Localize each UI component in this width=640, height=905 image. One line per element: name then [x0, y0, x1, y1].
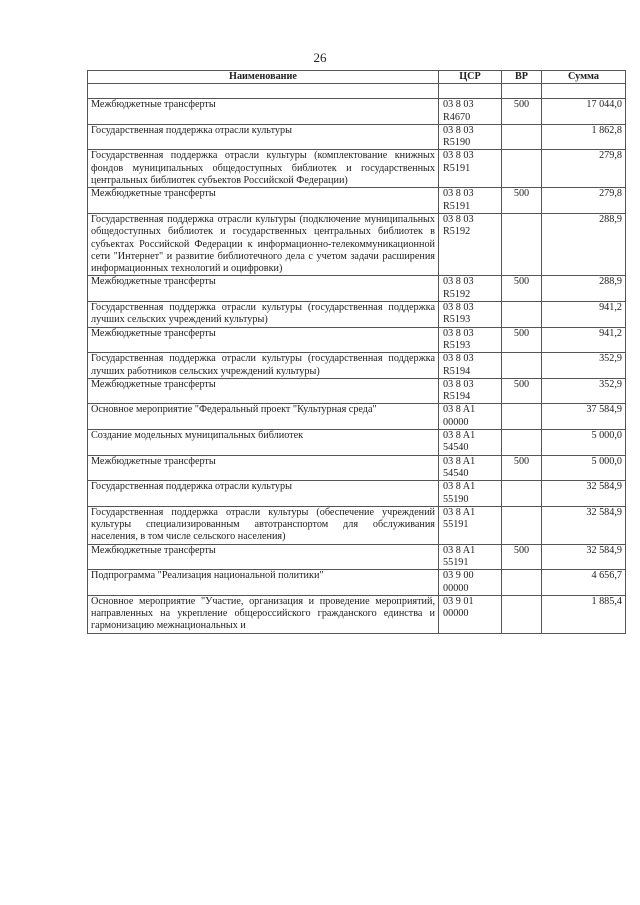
table-row [88, 570, 626, 596]
table-row [88, 506, 626, 544]
name-cell: Государственная поддержка отрасли культуры (государственная поддержка лучших работников сельских учреждений культуры) [88, 353, 439, 379]
vr-cell [502, 302, 542, 328]
name-cell: Межбюджетные трансферты [88, 188, 439, 214]
header-sum: Сумма [542, 71, 626, 84]
name-cell: Межбюджетные трансферты [88, 327, 439, 353]
table-row [88, 595, 626, 633]
table-row [88, 327, 626, 353]
sum-cell: 279,8 [542, 150, 626, 188]
name-cell: Межбюджетные трансферты [88, 455, 439, 481]
sum-cell: 279,8 [542, 188, 626, 214]
csr-cell: 03 8 03 R5193 [439, 302, 502, 328]
table-row [88, 378, 626, 404]
csr-cell: 03 8 A1 55191 [439, 544, 502, 570]
sum-cell: 941,2 [542, 302, 626, 328]
csr-cell: 03 9 01 00000 [439, 595, 502, 633]
name-cell: Государственная поддержка отрасли культуры (обеспечение учреждений культуры специализированным автотранспортом для обслуживания населения, в том числе сельского населения) [88, 506, 439, 544]
name-cell: Межбюджетные трансферты [88, 544, 439, 570]
sum-cell: 1 862,8 [542, 124, 626, 150]
header-csr: ЦСР [439, 71, 502, 84]
vr-cell: 500 [502, 327, 542, 353]
csr-cell: 03 8 03 R5192 [439, 276, 502, 302]
csr-cell: 03 8 03 R5190 [439, 124, 502, 150]
vr-cell [502, 353, 542, 379]
csr-cell: 03 8 03 R5191 [439, 188, 502, 214]
header-vr: ВР [502, 71, 542, 84]
sum-cell: 352,9 [542, 353, 626, 379]
csr-cell: 03 8 03 R5191 [439, 150, 502, 188]
table-row [88, 455, 626, 481]
csr-cell: 03 8 03 R5194 [439, 378, 502, 404]
sum-cell: 32 584,9 [542, 481, 626, 507]
sum-cell: 352,9 [542, 378, 626, 404]
sum-cell: 1 885,4 [542, 595, 626, 633]
vr-cell: 500 [502, 99, 542, 125]
vr-cell: 500 [502, 378, 542, 404]
table-header-row [88, 71, 626, 84]
name-cell: Межбюджетные трансферты [88, 378, 439, 404]
csr-cell: 03 8 03 R4670 [439, 99, 502, 125]
csr-cell: 03 8 A1 55190 [439, 481, 502, 507]
vr-cell [502, 404, 542, 430]
table-row [88, 276, 626, 302]
sum-cell: 288,9 [542, 276, 626, 302]
table-row [88, 353, 626, 379]
csr-cell: 03 8 03 R5192 [439, 213, 502, 275]
vr-cell [502, 481, 542, 507]
sum-cell: 32 584,9 [542, 506, 626, 544]
table-row [88, 188, 626, 214]
table-row [88, 404, 626, 430]
name-cell: Государственная поддержка отрасли культуры (государственная поддержка лучших сельских учреждений культуры) [88, 302, 439, 328]
vr-cell [502, 124, 542, 150]
name-cell: Государственная поддержка отрасли культуры [88, 124, 439, 150]
name-cell: Подпрограмма "Реализация национальной политики" [88, 570, 439, 596]
csr-cell: 03 8 03 R5194 [439, 353, 502, 379]
name-cell: Межбюджетные трансферты [88, 99, 439, 125]
table-row [88, 544, 626, 570]
sum-cell: 5 000,0 [542, 455, 626, 481]
budget-table [87, 70, 626, 634]
sum-cell: 37 584,9 [542, 404, 626, 430]
sum-cell: 32 584,9 [542, 544, 626, 570]
csr-cell: 03 9 00 00000 [439, 570, 502, 596]
name-cell: Государственная поддержка отрасли культуры (комплектование книжных фондов муниципальных общедоступных библиотек и государственных центральных библиотек субъектов Российской Федерации) [88, 150, 439, 188]
table-row [88, 481, 626, 507]
name-cell: Межбюджетные трансферты [88, 276, 439, 302]
table-row [88, 150, 626, 188]
csr-cell: 03 8 A1 54540 [439, 430, 502, 456]
csr-cell: 03 8 A1 54540 [439, 455, 502, 481]
table-row [88, 302, 626, 328]
vr-cell [502, 570, 542, 596]
vr-cell [502, 213, 542, 275]
csr-cell: 03 8 03 R5193 [439, 327, 502, 353]
table-row [88, 213, 626, 275]
vr-cell [502, 150, 542, 188]
page-number: 26 [313, 50, 327, 65]
sum-cell: 941,2 [542, 327, 626, 353]
sum-cell: 17 044,0 [542, 99, 626, 125]
csr-cell: 03 8 A1 55191 [439, 506, 502, 544]
table-body [88, 84, 626, 633]
csr-cell: 03 8 A1 00000 [439, 404, 502, 430]
vr-cell [502, 595, 542, 633]
name-cell: Государственная поддержка отрасли культуры (подключение муниципальных общедоступных библиотек и государственных центральных библиотек в субъектах Российской Федерации к информационно-телекоммуникационной сети "Интернет" и развитие библиотечного дела с учетом задачи расширения информационных технологий и оцифровки) [88, 213, 439, 275]
table-row [88, 99, 626, 125]
vr-cell: 500 [502, 188, 542, 214]
sum-cell: 4 656,7 [542, 570, 626, 596]
spacer-row [88, 84, 626, 99]
sum-cell: 5 000,0 [542, 430, 626, 456]
sum-cell: 288,9 [542, 213, 626, 275]
name-cell: Основное мероприятие "Участие, организация и проведение мероприятий, направленных на укрепление общероссийского гражданского единства и гармонизацию межнациональных и [88, 595, 439, 633]
name-cell: Государственная поддержка отрасли культуры [88, 481, 439, 507]
name-cell: Основное мероприятие "Федеральный проект "Культурная среда" [88, 404, 439, 430]
vr-cell: 500 [502, 544, 542, 570]
vr-cell [502, 506, 542, 544]
name-cell: Создание модельных муниципальных библиотек [88, 430, 439, 456]
vr-cell: 500 [502, 276, 542, 302]
vr-cell: 500 [502, 455, 542, 481]
table-row [88, 124, 626, 150]
table-row [88, 430, 626, 456]
header-name: Наименование [88, 71, 439, 84]
vr-cell [502, 430, 542, 456]
